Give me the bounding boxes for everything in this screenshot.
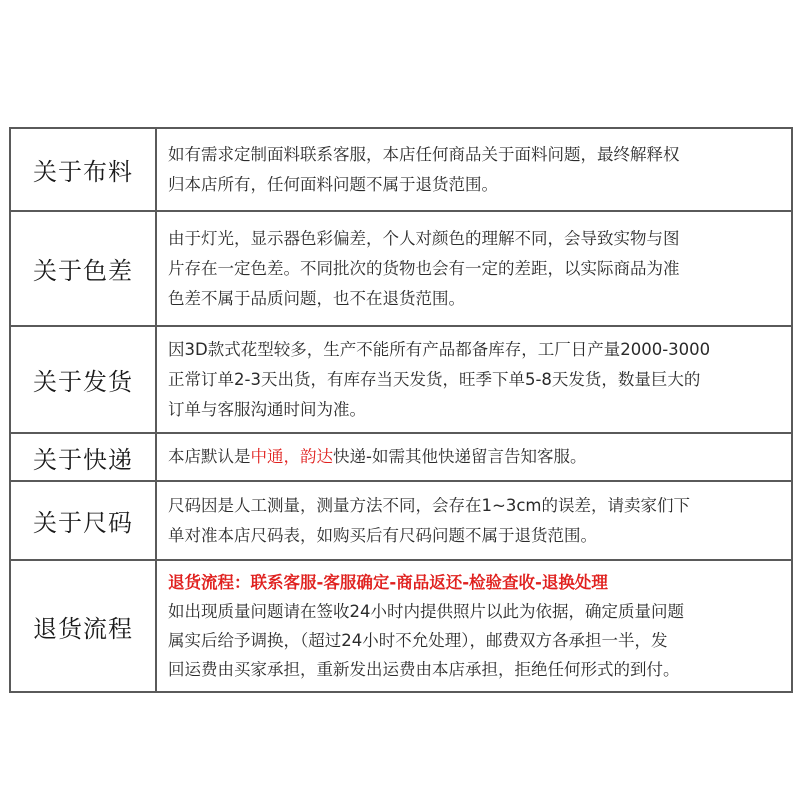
return-process-heading: 退货流程：联系客服-客服确定-商品返还-检验查收-退换处理 [168, 573, 608, 592]
content-line: 因3D款式花型较多，生产不能所有产品都备库存，工厂日产量2000-3000 [168, 339, 711, 359]
content-line: 如有需求定制面料联系客服，本店任何商品关于面料问题，最终解释权 [168, 144, 680, 164]
row-label: 关于尺码 [10, 481, 156, 560]
row-content [156, 433, 792, 481]
content-line: 订单与客服沟通时间为准。 [168, 399, 366, 419]
content-line: 回运费由买家承担，重新发出运费由本店承担，拒绝任何形式的到付。 [168, 660, 680, 679]
row-content [156, 128, 792, 211]
content-line: 片存在一定色差。不同批次的货物也会有一定的差距，以实际商品为准 [168, 258, 680, 278]
courier-suffix: 快递-如需其他快递留言告知客服。 [333, 447, 587, 466]
content-line: 由于灯光，显示器色彩偏差，个人对颜色的理解不同，会导致实物与图 [168, 228, 680, 248]
policy-table [9, 127, 793, 693]
row-color [10, 211, 792, 326]
content-line: 归本店所有，任何面料问题不属于退货范围。 [168, 174, 498, 194]
row-content [156, 560, 792, 692]
row-content [156, 326, 792, 433]
content-line: 色差不属于品质问题，也不在退货范围。 [168, 288, 465, 308]
row-content [156, 481, 792, 560]
content-line: 尺码因是人工测量，测量方法不同，会存在1~3cm的误差，请卖家们下 [168, 495, 690, 515]
row-size [10, 481, 792, 560]
courier-highlight: 中通，韵达 [250, 447, 333, 466]
content-line: 单对准本店尺码表，如购买后有尺码问题不属于退货范围。 [168, 525, 597, 545]
content-line: 如出现质量问题请在签收24小时内提供照片以此为依据，确定质量问题 [168, 602, 684, 621]
row-label: 关于色差 [10, 211, 156, 326]
row-content [156, 211, 792, 326]
row-label: 关于布料 [10, 128, 156, 211]
courier-prefix: 本店默认是 [168, 447, 251, 466]
row-label: 退货流程 [10, 560, 156, 692]
row-courier [10, 433, 792, 481]
row-shipping [10, 326, 792, 433]
row-fabric [10, 128, 792, 211]
row-label: 关于快递 [10, 433, 156, 481]
content-line: 属实后给予调换，（超过24小时不允处理），邮费双方各承担一半，发 [168, 631, 668, 650]
row-return [10, 560, 792, 692]
content-line: 正常订单2-3天出货，有库存当天发货，旺季下单5-8天发货，数量巨大的 [168, 369, 701, 389]
row-label: 关于发货 [10, 326, 156, 433]
